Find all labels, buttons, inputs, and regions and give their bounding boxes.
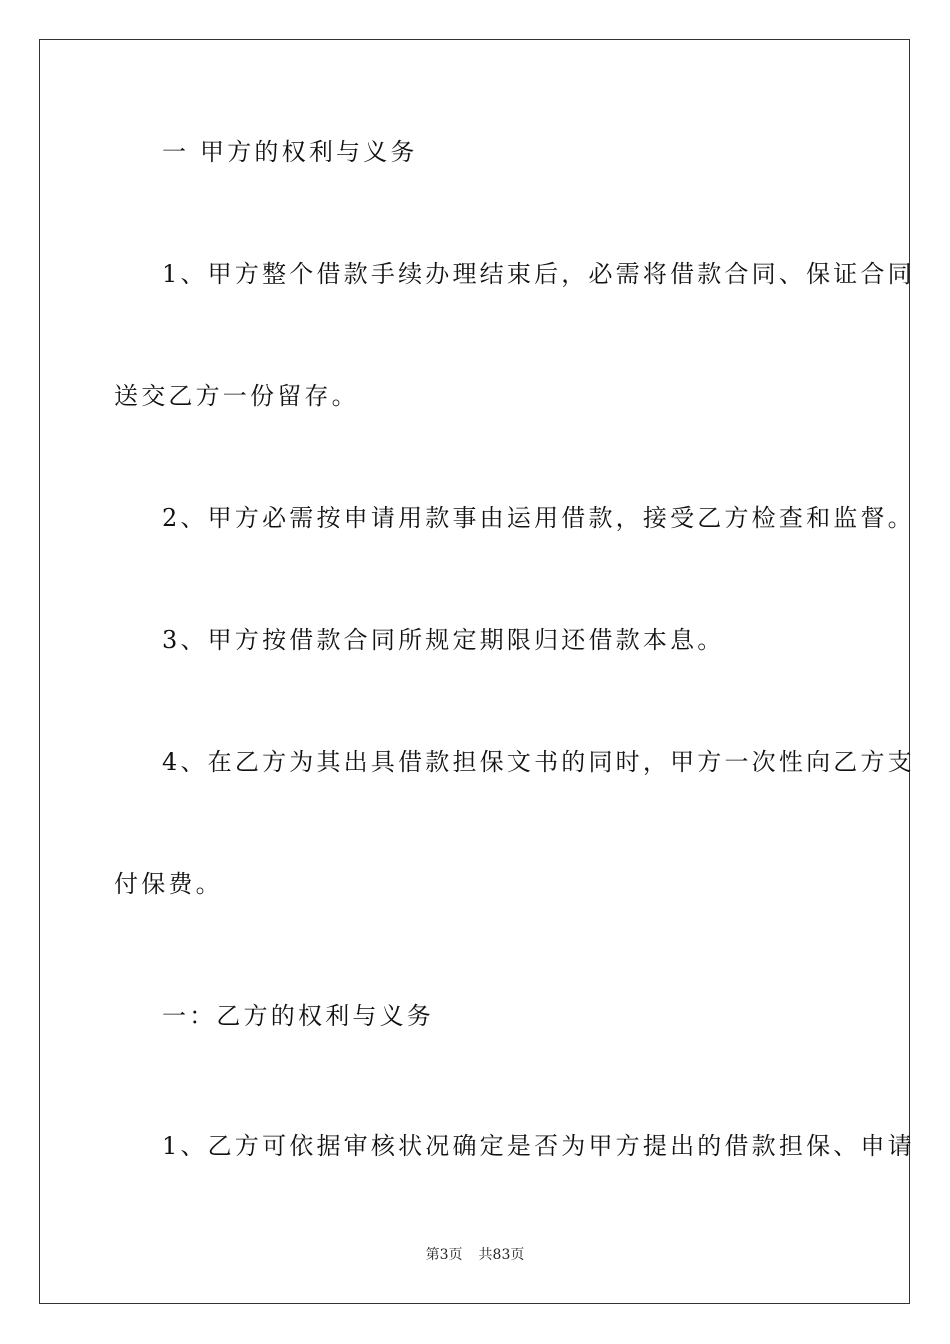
page-footer	[0, 1246, 950, 1264]
page-border	[39, 39, 910, 1304]
paragraph-1-line-1: 1、甲方整个借款手续办理结束后，必需将借款合同、保证合同	[162, 260, 915, 288]
paragraph-4-line-1: 4、在乙方为其出具借款担保文书的同时，甲方一次性向乙方支	[162, 748, 915, 776]
section-heading-party-a: 一 甲方的权利与义务	[162, 138, 418, 166]
page-number: 第3页	[425, 1247, 463, 1263]
paragraph-1-line-2: 送交乙方一份留存。	[114, 382, 359, 410]
total-pages: 共83页	[478, 1247, 525, 1263]
paragraph-2: 2、甲方必需按申请用款事由运用借款，接受乙方检查和监督。	[162, 504, 915, 532]
paragraph-3: 3、甲方按借款合同所规定期限归还借款本息。	[162, 626, 725, 654]
paragraph-b1-line-1: 1、乙方可依据审核状况确定是否为甲方提出的借款担保、申请	[162, 1132, 915, 1160]
section-heading-party-b: 一：乙方的权利与义务	[162, 1002, 434, 1030]
paragraph-4-line-2: 付保费。	[114, 870, 223, 898]
